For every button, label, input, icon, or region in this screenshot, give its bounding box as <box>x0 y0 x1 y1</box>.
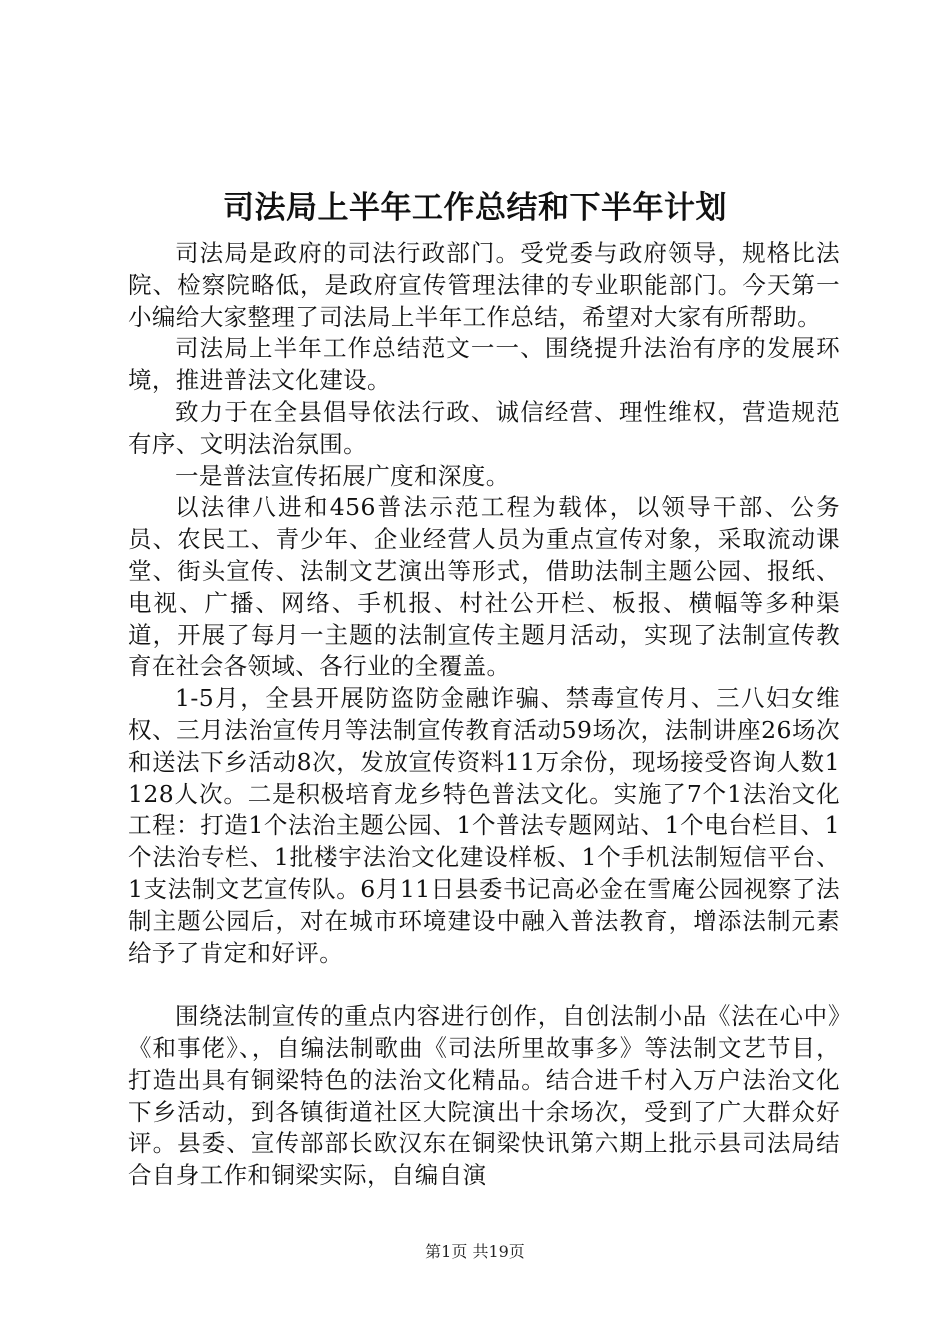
document-title: 司法局上半年工作总结和下半年计划 <box>223 190 727 226</box>
page-number-footer: 第1页 共19页 <box>425 1242 525 1261</box>
paragraph: 1-5月，全县开展防盗防金融诈骗、禁毒宣传月、三八妇女维权、三月法治宣传月等法制宣传教育活动59场次，法制讲座26场次和送法下乡活动8次，发放宣传资料11万余份，现场接受咨询人数1128人次。二是积极培育龙乡特色普法文化。实施了7个1法治文化工程：打造1个法治主题公园、1个普法专题网站、1个电台栏目、1个法治专栏、1批楼宇法治文化建设样板、1个手机法制短信平台、1支法制文艺宣传队。6月11日县委书记高必金在雪庵公园视察了法制主题公园后，对在城市环境建设中融入普法教育，增添法制元素给予了肯定和好评。 <box>128 684 840 967</box>
paragraph: 司法局上半年工作总结范文一一、围绕提升法治有序的发展环境，推进普法文化建设。 <box>128 334 840 395</box>
paragraph: 一是普法宣传拓展广度和深度。 <box>175 461 510 490</box>
paragraph: 以法律八进和456普法示范工程为载体，以领导干部、公务员、农民工、青少年、企业经营人员为重点宣传对象，采取流动课堂、街头宣传、法制文艺演出等形式，借助法制主题公园、报纸、电视、广播、网络、手机报、村社公开栏、板报、横幅等多种渠道，开展了每月一主题的法制宣传主题月活动，实现了法制宣传教育在社会各领域、各行业的全覆盖。 <box>128 493 840 681</box>
paragraph: 司法局是政府的司法行政部门。受党委与政府领导，规格比法院、检察院略低，是政府宣传管理法律的专业职能部门。今天第一小编给大家整理了司法局上半年工作总结，希望对大家有所帮助。 <box>128 239 840 331</box>
document-body <box>128 238 840 1192</box>
paragraph: 致力于在全县倡导依法行政、诚信经营、理性维权，营造规范有序、文明法治氛围。 <box>128 397 840 458</box>
paragraph: 围绕法制宣传的重点内容进行创作，自创法制小品《法在心中》《和事佬》、，自编法制歌曲《司法所里故事多》等法制文艺节目，打造出具有铜梁特色的法治文化精品。结合进千村入万户法治文化下乡活动，到各镇街道社区大院演出十余场次，受到了广大群众好评。县委、宣传部部长欧汉东在铜梁快讯第六期上批示县司法局结合自身工作和铜梁实际，自编自演 <box>128 1002 840 1190</box>
